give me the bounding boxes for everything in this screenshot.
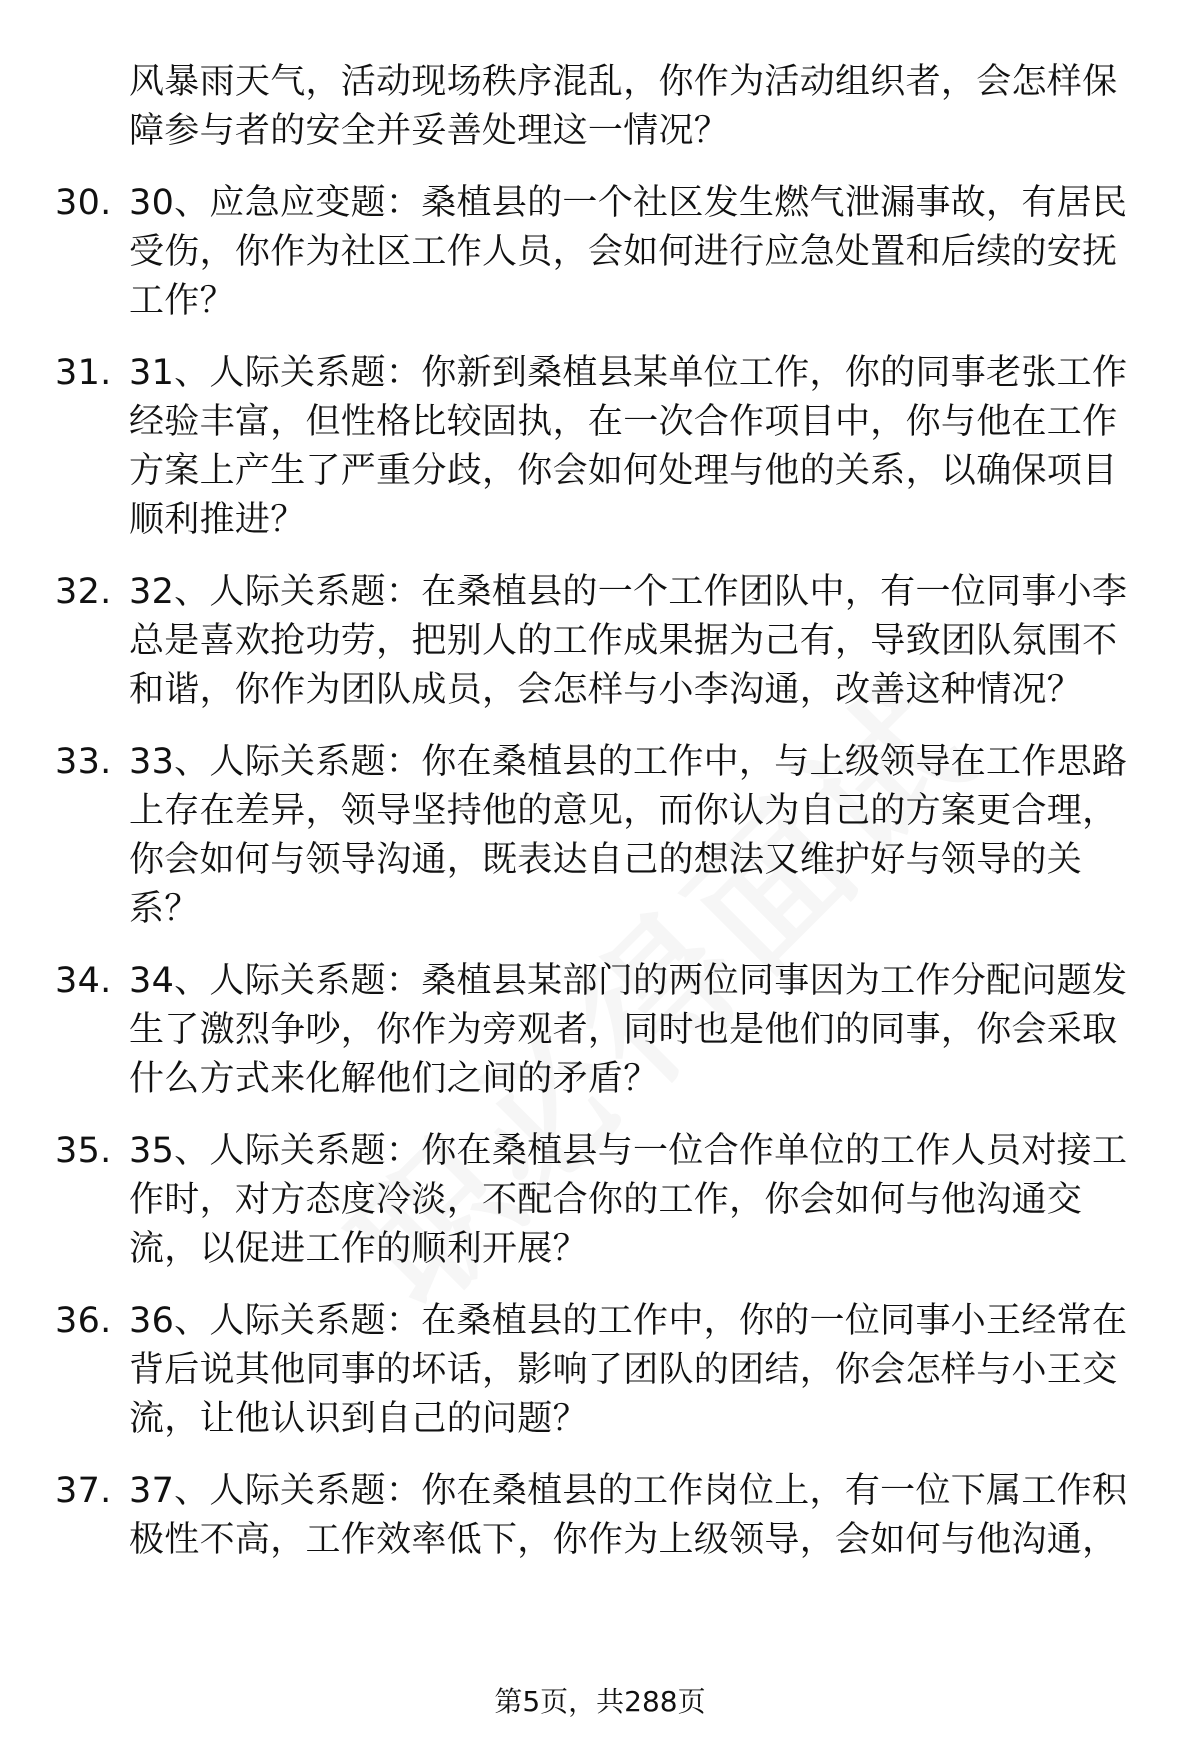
item-text: 风暴雨天气，活动现场秩序混乱，你作为活动组织者，会怎样保障参与者的安全并妥善处理这一情况？	[129, 62, 1118, 151]
item-text: 30、应急应变题：桑植县的一个社区发生燃气泄漏事故，有居民受伤，你作为社区工作人员，会如何进行应急处置和后续的安抚工作？	[129, 183, 1128, 321]
item-text: 31、人际关系题：你新到桑植县某单位工作，你的同事老张工作经验丰富，但性格比较固执，在一次合作项目中，你与他在工作方案上产生了严重分歧，你会如何处理与他的关系，以确保项目顺利推进？	[129, 353, 1128, 540]
item-number: 32.	[55, 572, 112, 612]
item-number: 31.	[55, 353, 112, 393]
item-number: 33.	[55, 742, 112, 782]
list-item	[55, 1467, 1139, 1565]
list-item	[55, 349, 1139, 545]
item-number: 36.	[55, 1301, 112, 1341]
item-number: 30.	[55, 183, 112, 223]
list-item	[55, 179, 1139, 326]
item-text: 32、人际关系题：在桑植县的一个工作团队中，有一位同事小李总是喜欢抢功劳，把别人的工作成果据为己有，导致团队氛围不和谐，你作为团队成员，会怎样与小李沟通，改善这种情况？	[129, 572, 1128, 710]
page-footer: 第5页，共288页	[494, 1685, 706, 1718]
question-list	[55, 58, 1155, 1588]
item-text: 37、人际关系题：你在桑植县的工作岗位上，有一位下属工作积极性不高，工作效率低下，你作为上级领导，会如何与他沟通，	[129, 1471, 1128, 1560]
list-item	[55, 1127, 1139, 1274]
item-number: 35.	[55, 1131, 112, 1171]
item-number: 34.	[55, 961, 112, 1001]
list-item	[55, 1297, 1139, 1444]
item-number: 37.	[55, 1471, 112, 1511]
list-item	[55, 957, 1139, 1104]
list-item	[55, 58, 1139, 156]
item-text: 34、人际关系题：桑植县某部门的两位同事因为工作分配问题发生了激烈争吵，你作为旁观者，同时也是他们的同事，你会采取什么方式来化解他们之间的矛盾？	[129, 961, 1128, 1099]
list-item	[55, 738, 1139, 934]
item-text: 35、人际关系题：你在桑植县与一位合作单位的工作人员对接工作时，对方态度冷淡，不配合你的工作，你会如何与他沟通交流，以促进工作的顺利开展？	[129, 1131, 1128, 1269]
item-text: 33、人际关系题：你在桑植县的工作中，与上级领导在工作思路上存在差异，领导坚持他的意见，而你认为自己的方案更合理，你会如何与领导沟通，既表达自己的想法又维护好与领导的关系？	[129, 742, 1128, 929]
list-item	[55, 568, 1139, 715]
item-text: 36、人际关系题：在桑植县的工作中，你的一位同事小王经常在背后说其他同事的坏话，影响了团队的团结，你会怎样与小王交流，让他认识到自己的问题？	[129, 1301, 1128, 1439]
